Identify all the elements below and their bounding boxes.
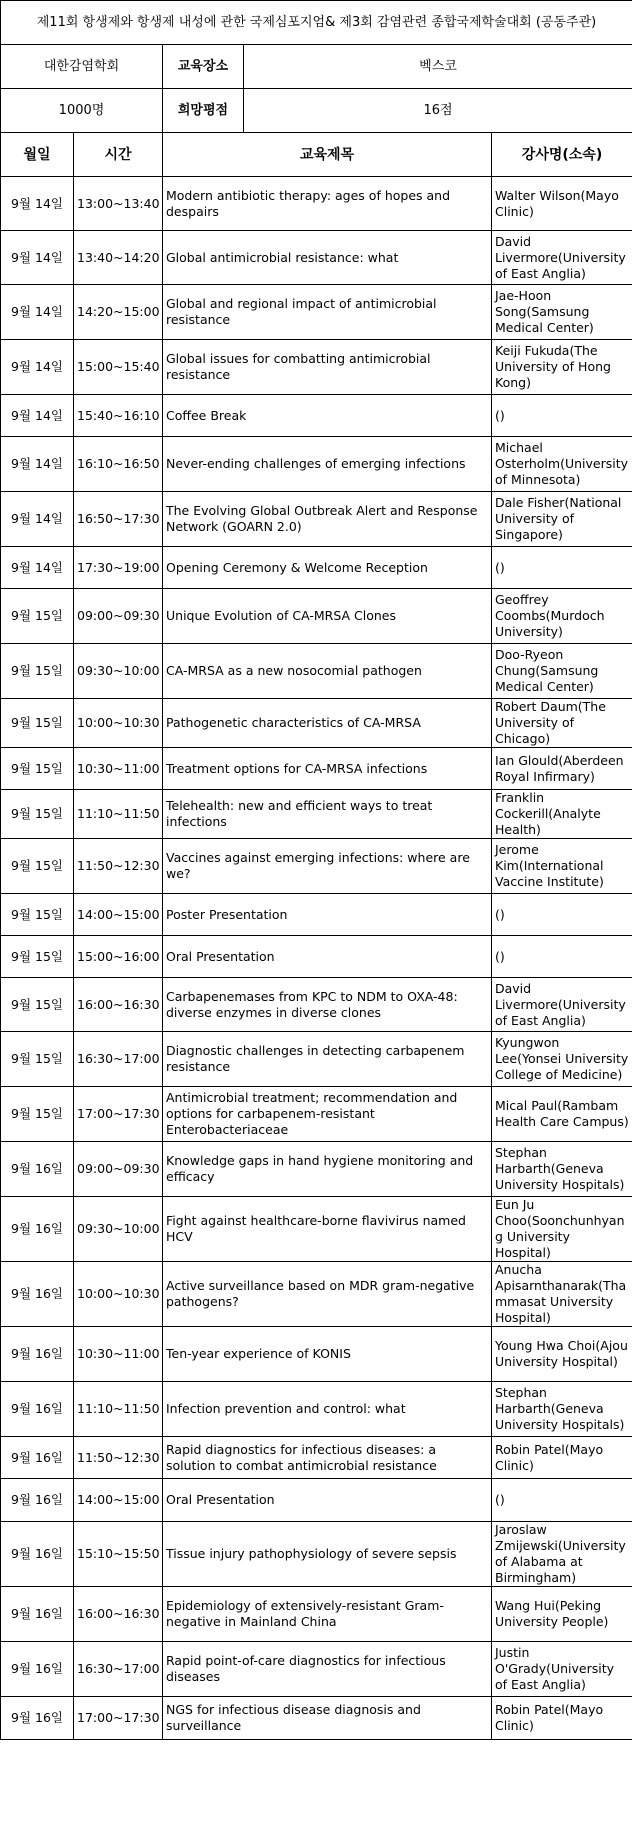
session-time: 15:00~15:40	[74, 340, 163, 395]
session-speaker: Anucha Apisarnthanarak(Thammasat University Hospital)	[492, 1262, 632, 1327]
session-time: 14:20~15:00	[74, 285, 163, 340]
session-topic: Global antimicrobial resistance: what	[163, 231, 492, 285]
session-time: 16:30~17:00	[74, 1032, 163, 1087]
session-date: 9월 15일	[1, 790, 74, 839]
session-time: 11:10~11:50	[74, 1382, 163, 1437]
table-row	[1, 894, 632, 936]
session-topic: Infection prevention and control: what	[163, 1382, 492, 1437]
session-topic: Oral Presentation	[163, 936, 492, 978]
session-topic: Telehealth: new and efficient ways to treat infections	[163, 790, 492, 839]
session-speaker: Wang Hui(Peking University People)	[492, 1587, 632, 1642]
session-date: 9월 16일	[1, 1262, 74, 1327]
capacity-value: 1000명	[1, 89, 163, 133]
session-date: 9월 14일	[1, 231, 74, 285]
page-title: 제11회 항생제와 항생제 내성에 관한 국제심포지엄& 제3회 감염관련 종합국제학술대회 (공동주관)	[1, 1, 632, 45]
session-topic: NGS for infectious disease diagnosis and surveillance	[163, 1697, 492, 1740]
session-time: 13:40~14:20	[74, 231, 163, 285]
table-row	[1, 395, 632, 437]
table-row	[1, 492, 632, 547]
session-topic: CA-MRSA as a new nosocomial pathogen	[163, 644, 492, 699]
table-row	[1, 1587, 632, 1642]
session-date: 9월 15일	[1, 839, 74, 894]
table-row	[1, 790, 632, 839]
title-row	[1, 1, 632, 45]
session-topic: Active surveillance based on MDR gram-negative pathogens?	[163, 1262, 492, 1327]
session-topic: Opening Ceremony & Welcome Reception	[163, 547, 492, 589]
table-row	[1, 1642, 632, 1697]
session-topic: Pathogenetic characteristics of CA-MRSA	[163, 699, 492, 748]
session-time: 16:00~16:30	[74, 978, 163, 1032]
session-date: 9월 16일	[1, 1142, 74, 1197]
session-time: 11:50~12:30	[74, 839, 163, 894]
session-date: 9월 15일	[1, 936, 74, 978]
table-row	[1, 285, 632, 340]
table-row	[1, 1522, 632, 1587]
session-date: 9월 14일	[1, 437, 74, 492]
session-time: 14:00~15:00	[74, 894, 163, 936]
table-row	[1, 1327, 632, 1382]
session-date: 9월 15일	[1, 894, 74, 936]
session-date: 9월 16일	[1, 1479, 74, 1522]
session-topic: Epidemiology of extensively-resistant Gram-negative in Mainland China	[163, 1587, 492, 1642]
table-row	[1, 1697, 632, 1740]
table-row	[1, 177, 632, 231]
session-topic: Global issues for combatting antimicrobial resistance	[163, 340, 492, 395]
session-time: 09:30~10:00	[74, 644, 163, 699]
session-date: 9월 14일	[1, 547, 74, 589]
session-date: 9월 15일	[1, 978, 74, 1032]
session-speaker: ()	[492, 936, 632, 978]
session-speaker: Jerome Kim(International Vaccine Institute)	[492, 839, 632, 894]
header-time: 시간	[74, 133, 163, 177]
session-date: 9월 16일	[1, 1382, 74, 1437]
session-time: 15:00~16:00	[74, 936, 163, 978]
session-speaker: Robin Patel(Mayo Clinic)	[492, 1437, 632, 1479]
table-row	[1, 978, 632, 1032]
session-speaker: Michael Osterholm(University of Minnesota)	[492, 437, 632, 492]
session-topic: Knowledge gaps in hand hygiene monitoring and efficacy	[163, 1142, 492, 1197]
venue-label: 교육장소	[163, 45, 244, 89]
table-row	[1, 1087, 632, 1142]
session-speaker: Doo-Ryeon Chung(Samsung Medical Center)	[492, 644, 632, 699]
session-speaker: Robert Daum(The University of Chicago)	[492, 699, 632, 748]
session-topic: Global and regional impact of antimicrobial resistance	[163, 285, 492, 340]
session-speaker: Franklin Cockerill(Analyte Health)	[492, 790, 632, 839]
session-date: 9월 14일	[1, 340, 74, 395]
table-row	[1, 1197, 632, 1262]
session-time: 10:00~10:30	[74, 699, 163, 748]
session-topic: Ten-year experience of KONIS	[163, 1327, 492, 1382]
session-speaker: ()	[492, 547, 632, 589]
header-row	[1, 133, 632, 177]
session-date: 9월 15일	[1, 1087, 74, 1142]
session-date: 9월 15일	[1, 1032, 74, 1087]
credits-value: 16점	[244, 89, 632, 133]
session-time: 15:40~16:10	[74, 395, 163, 437]
session-speaker: Mical Paul(Rambam Health Care Campus)	[492, 1087, 632, 1142]
table-row	[1, 936, 632, 978]
session-speaker: ()	[492, 1479, 632, 1522]
session-speaker: David Livermore(University of East Anglia)	[492, 231, 632, 285]
session-topic: Tissue injury pathophysiology of severe sepsis	[163, 1522, 492, 1587]
session-speaker: Dale Fisher(National University of Singapore)	[492, 492, 632, 547]
session-date: 9월 14일	[1, 395, 74, 437]
table-row	[1, 1032, 632, 1087]
session-time: 16:50~17:30	[74, 492, 163, 547]
session-topic: Fight against healthcare-borne flavivirus named HCV	[163, 1197, 492, 1262]
session-speaker: Jae-Hoon Song(Samsung Medical Center)	[492, 285, 632, 340]
session-topic: Rapid point-of-care diagnostics for infectious diseases	[163, 1642, 492, 1697]
session-speaker: Ian Glould(Aberdeen Royal Infirmary)	[492, 748, 632, 790]
venue-value: 벡스코	[244, 45, 632, 89]
session-time: 11:50~12:30	[74, 1437, 163, 1479]
session-time: 16:30~17:00	[74, 1642, 163, 1697]
table-row	[1, 1437, 632, 1479]
session-topic: Coffee Break	[163, 395, 492, 437]
session-speaker: Keiji Fukuda(The University of Hong Kong)	[492, 340, 632, 395]
session-time: 17:30~19:00	[74, 547, 163, 589]
session-date: 9월 16일	[1, 1327, 74, 1382]
session-time: 10:30~11:00	[74, 748, 163, 790]
table-row	[1, 437, 632, 492]
session-time: 11:10~11:50	[74, 790, 163, 839]
session-date: 9월 15일	[1, 644, 74, 699]
session-speaker: Kyungwon Lee(Yonsei University College of Medicine)	[492, 1032, 632, 1087]
session-date: 9월 16일	[1, 1642, 74, 1697]
session-date: 9월 14일	[1, 177, 74, 231]
table-row	[1, 589, 632, 644]
session-time: 10:30~11:00	[74, 1327, 163, 1382]
table-row	[1, 1382, 632, 1437]
session-time: 15:10~15:50	[74, 1522, 163, 1587]
session-speaker: Justin O'Grady(University of East Anglia)	[492, 1642, 632, 1697]
session-time: 09:00~09:30	[74, 589, 163, 644]
session-time: 09:00~09:30	[74, 1142, 163, 1197]
table-row	[1, 1479, 632, 1522]
table-row	[1, 231, 632, 285]
session-date: 9월 14일	[1, 285, 74, 340]
session-speaker: Walter Wilson(Mayo Clinic)	[492, 177, 632, 231]
session-time: 10:00~10:30	[74, 1262, 163, 1327]
session-speaker: Eun Ju Choo(Soonchunhyang University Hospital)	[492, 1197, 632, 1262]
session-speaker: Stephan Harbarth(Geneva University Hospitals)	[492, 1142, 632, 1197]
session-time: 16:10~16:50	[74, 437, 163, 492]
session-time: 16:00~16:30	[74, 1587, 163, 1642]
table-row	[1, 340, 632, 395]
session-date: 9월 16일	[1, 1587, 74, 1642]
session-date: 9월 15일	[1, 699, 74, 748]
header-topic: 교육제목	[163, 133, 492, 177]
credits-label: 희망평점	[163, 89, 244, 133]
table-row	[1, 1262, 632, 1327]
session-topic: Treatment options for CA-MRSA infections	[163, 748, 492, 790]
header-speaker: 강사명(소속)	[492, 133, 632, 177]
session-date: 9월 16일	[1, 1697, 74, 1740]
session-topic: The Evolving Global Outbreak Alert and Response Network (GOARN 2.0)	[163, 492, 492, 547]
session-date: 9월 15일	[1, 589, 74, 644]
session-time: 17:00~17:30	[74, 1697, 163, 1740]
session-speaker: Geoffrey Coombs(Murdoch University)	[492, 589, 632, 644]
session-topic: Poster Presentation	[163, 894, 492, 936]
table-row	[1, 547, 632, 589]
session-date: 9월 15일	[1, 748, 74, 790]
session-date: 9월 16일	[1, 1522, 74, 1587]
session-topic: Never-ending challenges of emerging infections	[163, 437, 492, 492]
session-topic: Antimicrobial treatment; recommendation and options for carbapenem-resistant Enterobacteriaceae	[163, 1087, 492, 1142]
session-topic: Modern antibiotic therapy: ages of hopes and despairs	[163, 177, 492, 231]
session-speaker: Young Hwa Choi(Ajou University Hospital)	[492, 1327, 632, 1382]
table-row	[1, 839, 632, 894]
session-date: 9월 16일	[1, 1197, 74, 1262]
session-time: 09:30~10:00	[74, 1197, 163, 1262]
session-speaker: Stephan Harbarth(Geneva University Hospitals)	[492, 1382, 632, 1437]
session-topic: Oral Presentation	[163, 1479, 492, 1522]
session-date: 9월 16일	[1, 1437, 74, 1479]
session-speaker: Jaroslaw Zmijewski(University of Alabama at Birmingham)	[492, 1522, 632, 1587]
table-row	[1, 748, 632, 790]
session-topic: Diagnostic challenges in detecting carbapenem resistance	[163, 1032, 492, 1087]
session-topic: Unique Evolution of CA-MRSA Clones	[163, 589, 492, 644]
table-row	[1, 644, 632, 699]
session-time: 14:00~15:00	[74, 1479, 163, 1522]
session-time: 13:00~13:40	[74, 177, 163, 231]
session-topic: Rapid diagnostics for infectious diseases: a solution to combat antimicrobial resistance	[163, 1437, 492, 1479]
session-speaker: ()	[492, 894, 632, 936]
session-topic: Vaccines against emerging infections: where are we?	[163, 839, 492, 894]
organizer-value: 대한감염학회	[1, 45, 163, 89]
session-topic: Carbapenemases from KPC to NDM to OXA-48: diverse enzymes in diverse clones	[163, 978, 492, 1032]
session-speaker: David Livermore(University of East Anglia)	[492, 978, 632, 1032]
table-row	[1, 1142, 632, 1197]
session-speaker: Robin Patel(Mayo Clinic)	[492, 1697, 632, 1740]
table-row	[1, 699, 632, 748]
info-row-credits	[1, 89, 632, 133]
session-date: 9월 14일	[1, 492, 74, 547]
session-speaker: ()	[492, 395, 632, 437]
info-row-venue	[1, 45, 632, 89]
session-time: 17:00~17:30	[74, 1087, 163, 1142]
header-date: 월일	[1, 133, 74, 177]
